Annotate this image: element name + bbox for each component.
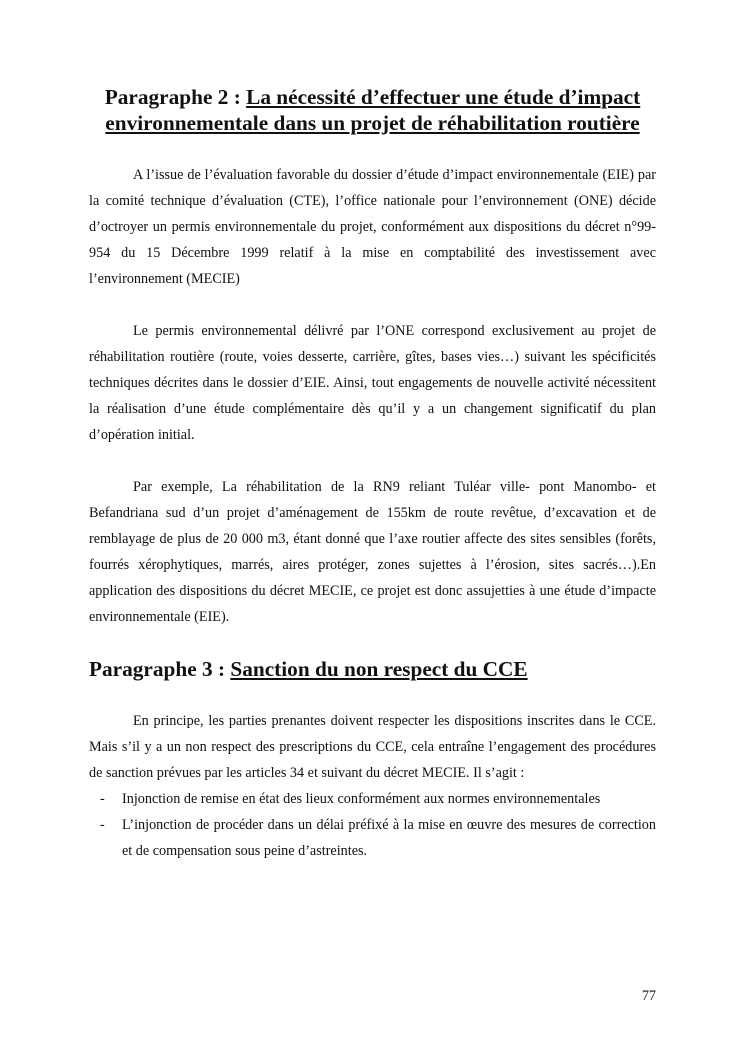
body-paragraph: A l’issue de l’évaluation favorable du dossier d’étude d’impact environnementale (EIE) par la comité technique d’évaluation (CTE), l’office nationale pour l’environnement (ONE) décide d’octroyer un permis environnementale du projet, conformément aux dispositions du décret n°99-954 du 15 Décembre 1999 relatif à la mise en comptabilité des investissement avec l’environnement (MECIE) [89, 167, 656, 287]
spacer [89, 630, 656, 656]
section-heading-paragraphe-2 [89, 84, 656, 136]
spacer [89, 136, 656, 162]
page-content [89, 84, 656, 864]
list-item-text: L’injonction de procéder dans un délai préfixé à la mise en œuvre des mesures de correction et de compensation sous peine d’astreintes. [122, 817, 656, 859]
section-heading-paragraphe-3 [89, 656, 656, 682]
body-paragraph: Par exemple, La réhabilitation de la RN9 reliant Tuléar ville- pont Manombo- et Befandriana sud d’un projet d’aménagement de 155km de route revêtue, d’excavation et de remblayage de plus de 20 000 m3, étant donné que l’axe routier affecte des sites sensibles (forêts, fourrés xérophytiques, marrés, aires protéger, zones sujettes à l’érosion, sites sacrés…).En application des dispositions du décret MECIE, ce projet est donc assujetties à une étude d’impacte environnementale (EIE). [89, 479, 656, 625]
spacer [89, 292, 656, 318]
list-item-text: Injonction de remise en état des lieux conformément aux normes environnementales [122, 791, 601, 807]
dash-bullet: - [100, 791, 105, 807]
page-number: 77 [641, 988, 656, 1004]
list-item [89, 786, 656, 812]
heading-prefix: Paragraphe 2 : [104, 85, 247, 109]
sanction-list [89, 786, 656, 864]
heading-title: Sanction du non respect du CCE [230, 657, 528, 681]
list-item [89, 812, 656, 864]
spacer [89, 448, 656, 474]
body-paragraph: Le permis environnemental délivré par l’ONE correspond exclusivement au projet de réhabilitation routière (route, voies desserte, carrière, gîtes, bases vies…) suivant les spécificités techniques décrites dans le dossier d’EIE. Ainsi, tout engagements de nouvelle activité nécessitent la réalisation d’une étude complémentaire dès qu’il y a un changement significatif du plan d’opération initial. [89, 323, 656, 443]
dash-bullet: - [100, 817, 105, 833]
heading-prefix: Paragraphe 3 : [89, 657, 231, 681]
spacer [89, 682, 656, 708]
heading-title: La nécessité d’effectuer une étude d’impact environnementale dans un projet de réhabilitation routière [105, 85, 641, 135]
body-paragraph: En principe, les parties prenantes doivent respecter les dispositions inscrites dans le CCE. Mais s’il y a un non respect des prescriptions du CCE, cela entraîne l’engagement des procédures de sanction prévues par les articles 34 et suivant du décret MECIE. Il s’agit : [89, 713, 656, 781]
